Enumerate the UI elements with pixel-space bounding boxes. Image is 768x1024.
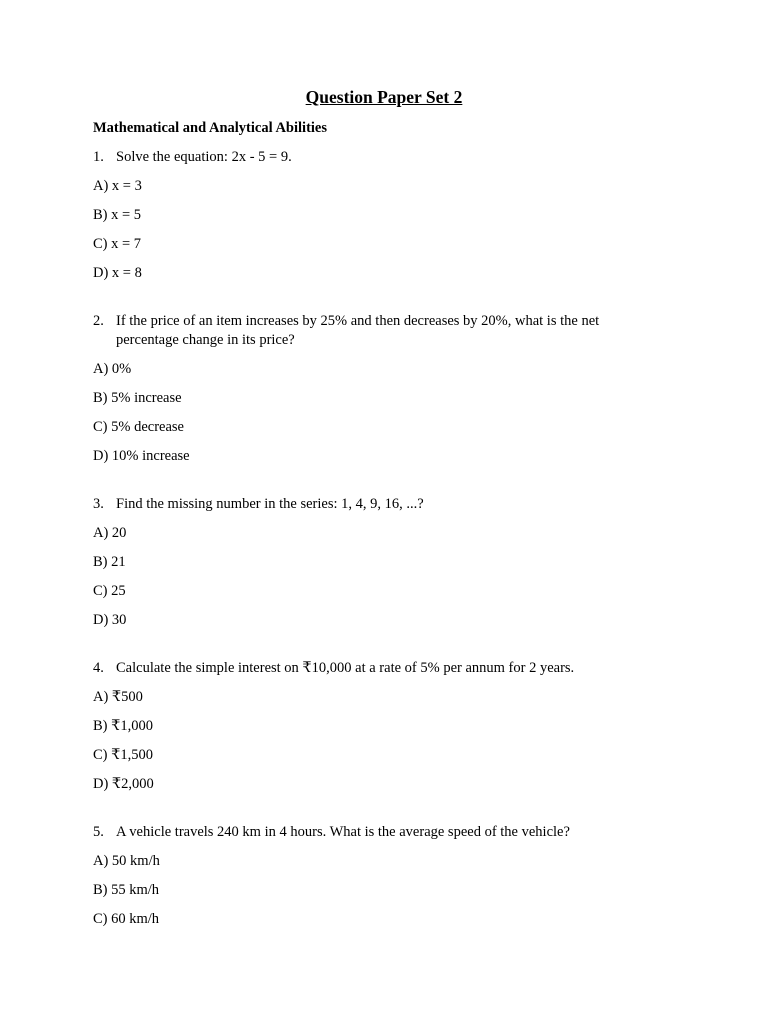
- question-2-option-c: C) 5% decrease: [93, 419, 184, 435]
- question-3-option-d: D) 30: [93, 612, 127, 628]
- question-3-text: Find the missing number in the series: 1, 4, 9, 16, ...?: [116, 496, 424, 512]
- question-4-text: Calculate the simple interest on ₹10,000 at a rate of 5% per annum for 2 years.: [116, 660, 575, 676]
- question-4-option-a: A) ₹500: [93, 689, 143, 705]
- question-2-text: If the price of an item increases by 25% and then decreases by 20%, what is the net percentage change in its price?: [116, 313, 600, 348]
- question-1-option-c: C) x = 7: [93, 236, 142, 252]
- question-1-option-d: D) x = 8: [93, 265, 142, 281]
- question-5-option-c: C) 60 km/h: [93, 911, 160, 927]
- question-3-option-a: A) 20: [93, 525, 127, 541]
- question-1-number: 1.: [93, 149, 104, 165]
- question-1-option-a: A) x = 3: [93, 178, 142, 194]
- question-4-number: 4.: [93, 660, 104, 676]
- question-3-option-c: C) 25: [93, 583, 126, 599]
- question-2-option-a: A) 0%: [93, 361, 132, 377]
- question-5-number: 5.: [93, 824, 104, 840]
- question-5-option-b: B) 55 km/h: [93, 882, 160, 898]
- question-5-text: A vehicle travels 240 km in 4 hours. What is the average speed of the vehicle?: [116, 824, 570, 840]
- section-heading: Mathematical and Analytical Abilities: [93, 120, 328, 136]
- question-3-option-b: B) 21: [93, 554, 126, 570]
- question-1-option-b: B) x = 5: [93, 207, 142, 223]
- question-4-option-c: C) ₹1,500: [93, 747, 153, 763]
- question-4-option-d: D) ₹2,000: [93, 776, 154, 792]
- question-4-option-b: B) ₹1,000: [93, 718, 153, 734]
- question-5-option-a: A) 50 km/h: [93, 853, 160, 869]
- question-2-number: 2.: [93, 313, 104, 329]
- document-title: Question Paper Set 2: [305, 87, 463, 107]
- question-2-option-d: D) 10% increase: [93, 448, 190, 464]
- question-3-number: 3.: [93, 496, 104, 512]
- question-1-text: Solve the equation: 2x - 5 = 9.: [116, 149, 292, 165]
- question-2-option-b: B) 5% increase: [93, 390, 182, 406]
